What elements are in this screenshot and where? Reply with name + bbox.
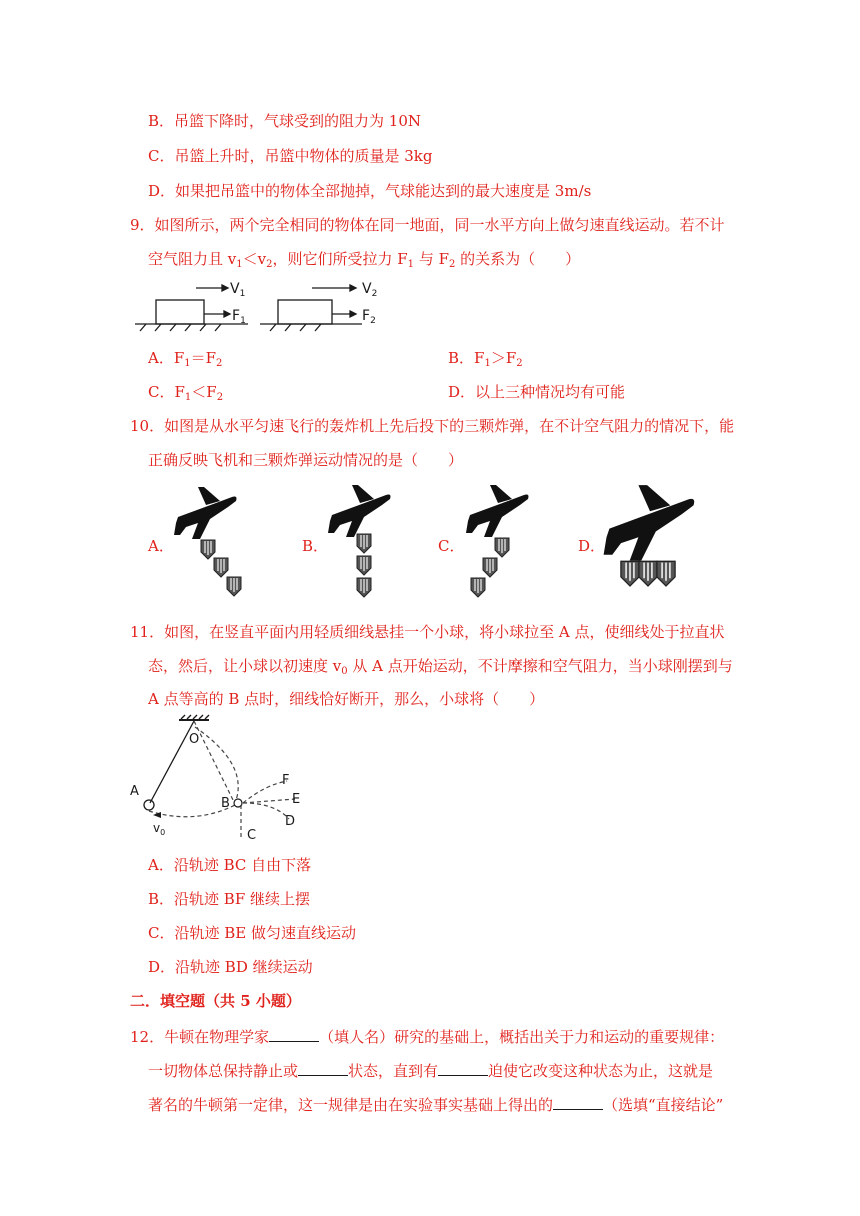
- point-f: F: [282, 773, 290, 788]
- blank-4[interactable]: [553, 1109, 603, 1110]
- blank-2[interactable]: [298, 1075, 348, 1076]
- f2-label: $F_2$: [362, 308, 376, 326]
- q12-line3: 著名的牛顿第一定律，这一规律是由在实验事实基础上得出的 （选填“直接结论”: [148, 1096, 724, 1114]
- q10-option-d-label: D．: [578, 537, 606, 555]
- blank-3[interactable]: [438, 1075, 488, 1076]
- q9-option-d: D．以上三种情况均有可能: [448, 383, 626, 401]
- q9-stem-line2: 空气阻力且 $v_1<v_2$，则它们所受拉力 $F_1$ 与 $F_2$ 的关系为（ ）: [148, 250, 581, 270]
- q10-option-a-label: A．: [148, 537, 174, 555]
- q10-stem-line1: 10．如图是从水平匀速飞行的轰炸机上先后投下的三颗炸弹，在不计空气阻力的情况下，能: [130, 417, 735, 435]
- point-d: D: [285, 814, 296, 829]
- q11-stem-line1: 11．如图，在竖直平面内用轻质细线悬挂一个小球，将小球拉至 A 点，使细线处于拉直状: [130, 623, 725, 641]
- blank-1[interactable]: [269, 1041, 319, 1042]
- q9-figure: [130, 276, 400, 336]
- q10-figure-d: [600, 485, 700, 600]
- q12-line1: 12．牛顿在物理学家 （填人名）研究的基础上，概括出关于力和运动的重要规律：: [130, 1028, 725, 1046]
- q9-option-c: C．$F_1<F_2$: [148, 383, 224, 403]
- q10-stem-line2: 正确反映飞机和三颗炸弹运动情况的是（ ）: [148, 451, 464, 469]
- f1-label: $F_1$: [232, 308, 246, 326]
- q10-figure-c: [464, 485, 544, 600]
- q10-figure-b: [328, 485, 398, 600]
- q9-option-a: A．$F_1=F_2$: [148, 349, 223, 369]
- q10-option-b-label: B．: [302, 537, 329, 555]
- q11-option-c: C．沿轨迹 BE 做匀速直线运动: [148, 924, 356, 942]
- q12-line2: 一切物体总保持静止或 状态，直到有 迫使它改变这种状态为止，这就是: [148, 1062, 714, 1080]
- q11-option-a: A．沿轨迹 BC 自由下落: [148, 856, 312, 874]
- q11-option-b: B．沿轨迹 BF 继续上摆: [148, 890, 310, 908]
- q11-stem-line2: 态，然后，让小球以初速度 $v_0$ 从 A 点开始运动，不计摩擦和空气阻力，当小球刚摆到与: [148, 657, 733, 677]
- q10-figure-a: [170, 485, 260, 600]
- q11-figure: [125, 715, 310, 845]
- point-c: C: [247, 828, 257, 843]
- velocity-label: $v_0$: [153, 821, 166, 837]
- q8-option-b: B．吊篮下降时，气球受到的阻力为 10N: [148, 112, 422, 130]
- point-a: A: [130, 784, 139, 799]
- q8-option-d: D．如果把吊篮中的物体全部抛掉，气球能达到的最大速度是 3m/s: [148, 182, 592, 200]
- point-b: B: [221, 796, 230, 811]
- q11-stem-line3: A 点等高的 B 点时，细线恰好断开，那么，小球将（ ）: [148, 690, 545, 708]
- q10-option-c-label: C．: [438, 537, 465, 555]
- point-o: O: [189, 732, 200, 747]
- q11-option-d: D．沿轨迹 BD 继续运动: [148, 958, 313, 976]
- point-e: E: [292, 792, 301, 807]
- q8-option-c: C．吊篮上升时，吊篮中物体的质量是 3kg: [148, 147, 433, 165]
- v2-label: $V_2$: [362, 281, 378, 299]
- section-heading: 二．填空题（共 5 小题）: [130, 992, 301, 1010]
- q9-stem-line1: 9．如图所示，两个完全相同的物体在同一地面，同一水平方向上做匀速直线运动。若不计: [130, 216, 725, 234]
- q9-option-b: B．$F_1>F_2$: [448, 349, 523, 369]
- v1-label: $V_1$: [230, 281, 246, 299]
